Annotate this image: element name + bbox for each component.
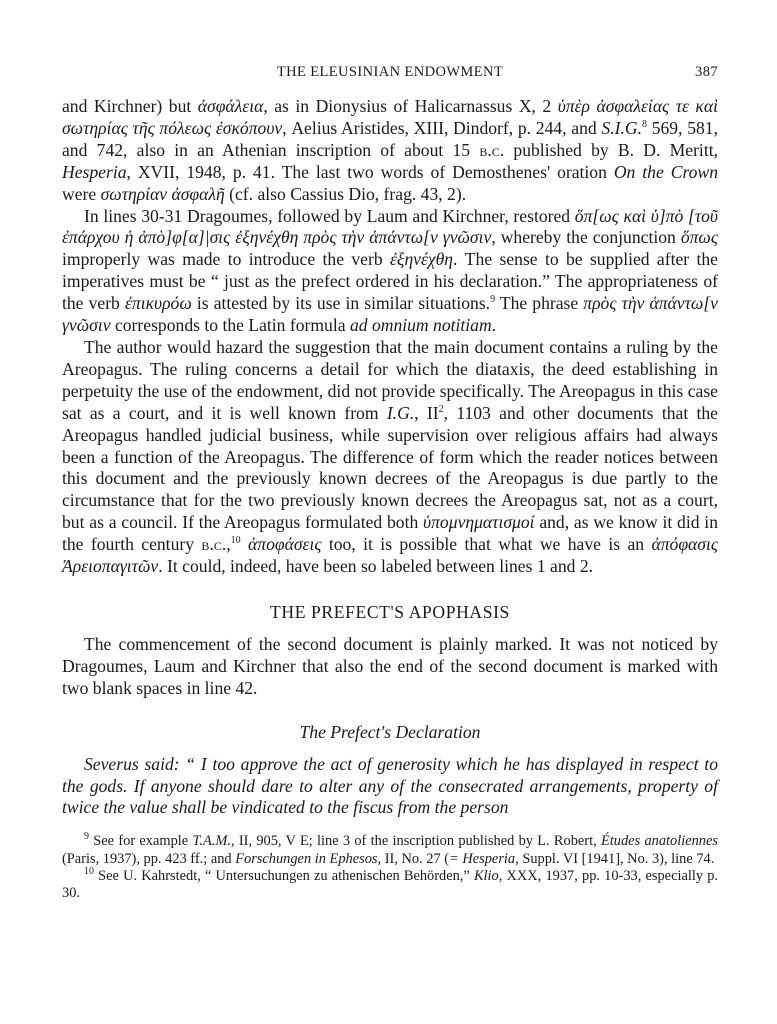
greek-phrase: ἀπόφασις Ἀρειοπαγιτῶν (62, 534, 718, 577)
text-span: In lines 30-31 Dragoumes, followed by Laum and Kirchner, restored (84, 205, 575, 226)
text-span: . The sense to be supplied after the imperatives must be “ just as the prefect ordered in his declaration.” The appropriateness of the verb (62, 249, 718, 314)
text-span: , as in Dionysius of Halicarnassus X, 2 (263, 96, 558, 116)
declaration-text: “ I too approve the act of generosity which he has displayed in respect to the gods. If anyone should dare to alter any of the consecrated arrangements, property of twice the value shall be vindicated to the fiscus from the person (62, 753, 718, 818)
text-span: is attested by its use in similar situations. (191, 293, 491, 314)
citation-title: = Hesperia (449, 850, 516, 867)
journal-title: Hesperia (62, 161, 127, 182)
text-span: The phrase (495, 293, 584, 314)
text-span: See for example (89, 833, 193, 850)
text-span: too, it is possible that what we have is an (321, 534, 652, 555)
declaration-paragraph (62, 754, 718, 820)
text-span: , Aelius Aristides, XIII, Dindorf, p. 244, and (282, 117, 602, 138)
paragraph-1 (62, 96, 718, 206)
text-span: , XXX, 1937, pp. 10-33, especially p. 30. (62, 867, 718, 901)
text-span: . (491, 315, 497, 336)
text-span: , whereby the conjunction (491, 227, 681, 248)
greek-phrase: ὅπως (680, 227, 718, 248)
text-span: 569, 581, and 742, also in an Athenian inscription of about 15 (62, 117, 718, 160)
latin-phrase: ad omnium notitiam (349, 315, 492, 336)
text-span: , Suppl. VI [1941], No. 3), line 74. (515, 850, 715, 867)
citation-title: Forschungen in Ephesos (235, 850, 378, 867)
section-heading: THE PREFECT'S APOPHASIS (270, 601, 510, 622)
citation-title: Études anatoliennes (601, 833, 718, 850)
greek-phrase: ἐξηνέχθη (389, 249, 454, 270)
running-head (62, 64, 718, 86)
citation-title: Klio (473, 867, 499, 884)
greek-phrase: ἐπικυρόω (124, 293, 192, 314)
paragraph-3 (62, 337, 718, 578)
text-span: See U. Kahrstedt, “ Untersuchungen zu athenischen Behörden,” (94, 867, 474, 884)
citation-sig: S.I.G. (601, 117, 642, 138)
footnote-ref: 8 (641, 119, 647, 131)
edition-sup: 2 (438, 403, 444, 415)
greek-phrase: ἀποφάσεις (248, 534, 322, 555)
text-span: published by B. D. Meritt, (504, 139, 718, 160)
text-span: , (226, 534, 231, 555)
text-span: , XVII, 1948, p. 41. The last two words of Demosthenes' oration (126, 161, 614, 182)
footnote-9 (62, 833, 718, 867)
text-span: corresponds to the Latin formula (110, 315, 350, 336)
speaker-label: Severus said: (84, 753, 180, 774)
era-abbrev: b.c. (479, 139, 505, 160)
running-title: THE ELEUSINIAN ENDOWMENT (276, 64, 504, 80)
subheading: The Prefect's Declaration (299, 721, 481, 742)
page (62, 64, 718, 902)
footnote-10 (62, 865, 718, 902)
era-abbrev: b.c. (201, 534, 227, 555)
footnotes (62, 833, 718, 902)
greek-phrase: ὑπὲρ ἀσφαλείας τε καὶ σωτηρίας τῆς πόλεως ἐσκόπουν (62, 96, 718, 138)
paragraph-2 (62, 206, 718, 337)
text-span: , II (414, 402, 439, 423)
greek-phrase: πρὸς τὴν ἁπάντω[ν γνῶσιν (62, 293, 718, 336)
text-span: (cf. also Cassius Dio, frag. 43, 2). (224, 183, 467, 204)
greek-phrase: σωτηρίαν ἀσφαλῆ (100, 183, 225, 204)
text-span: were (62, 183, 101, 204)
text-span: The author would hazard the suggestion that the main document contains a ruling by the Areopagus. The ruling concerns a detail for which the diataxis, the deed establishing in perpetuity the use of the endowment, did not provide specifically. The Areopagus in this case sat as a court, and it is well known from (62, 336, 718, 423)
footnote-ref: 10 (230, 535, 241, 547)
footnote-ref: 9 (490, 294, 496, 306)
text-span (241, 534, 248, 554)
page-number: 387 (695, 64, 718, 80)
work-title: On the Crown (613, 161, 718, 182)
citation-title: T.A.M. (192, 833, 231, 850)
text-span: , 1103 and other documents that the Areopagus handled judicial business, while supervision over religious affairs had always been a function of the Areopagus. The difference of form which the reader notices between this document and the previously known decrees of the Areopagus is due partly to the circumstance that for the two previously known decrees the Areopagus sat, not as a court, but as a council. If the Areopagus formulated both (62, 402, 718, 533)
text-span: , II, 905, V E; line 3 of the inscription published by L. Robert, (230, 833, 601, 850)
text-span: , II, No. 27 ( (377, 850, 450, 867)
footnote-number: 10 (84, 865, 94, 877)
citation-ig: I.G. (386, 402, 415, 423)
greek-phrase: ὑπομνηματισμοί (423, 512, 535, 533)
text-span: improperly was made to introduce the verb (62, 249, 390, 270)
text-span: (Paris, 1937), pp. 423 ff.; and (62, 850, 236, 867)
text-span: and, as we know it did in the fourth century (62, 512, 718, 555)
text-span: . It could, indeed, have been so labeled between lines 1 and 2. (158, 556, 594, 577)
text-span: and Kirchner) but (62, 96, 198, 116)
greek-phrase: ὅπ[ως καὶ ὑ]πὸ [τοῦ ἐπάρχου ἡ ἀπὸ]φ[α]|σις ἐξηνέχθη πρὸς τὴν ἁπάντω[ν γνῶσιν (62, 205, 719, 248)
greek-phrase: ἀσφάλεια (197, 96, 264, 116)
paragraph-4: The commencement of the second document is plainly marked. It was not noticed by Dragoumes, Laum and Kirchner that also the end of the second document is marked with two blank spaces in line 42. (62, 633, 718, 698)
footnote-number: 9 (84, 831, 89, 843)
